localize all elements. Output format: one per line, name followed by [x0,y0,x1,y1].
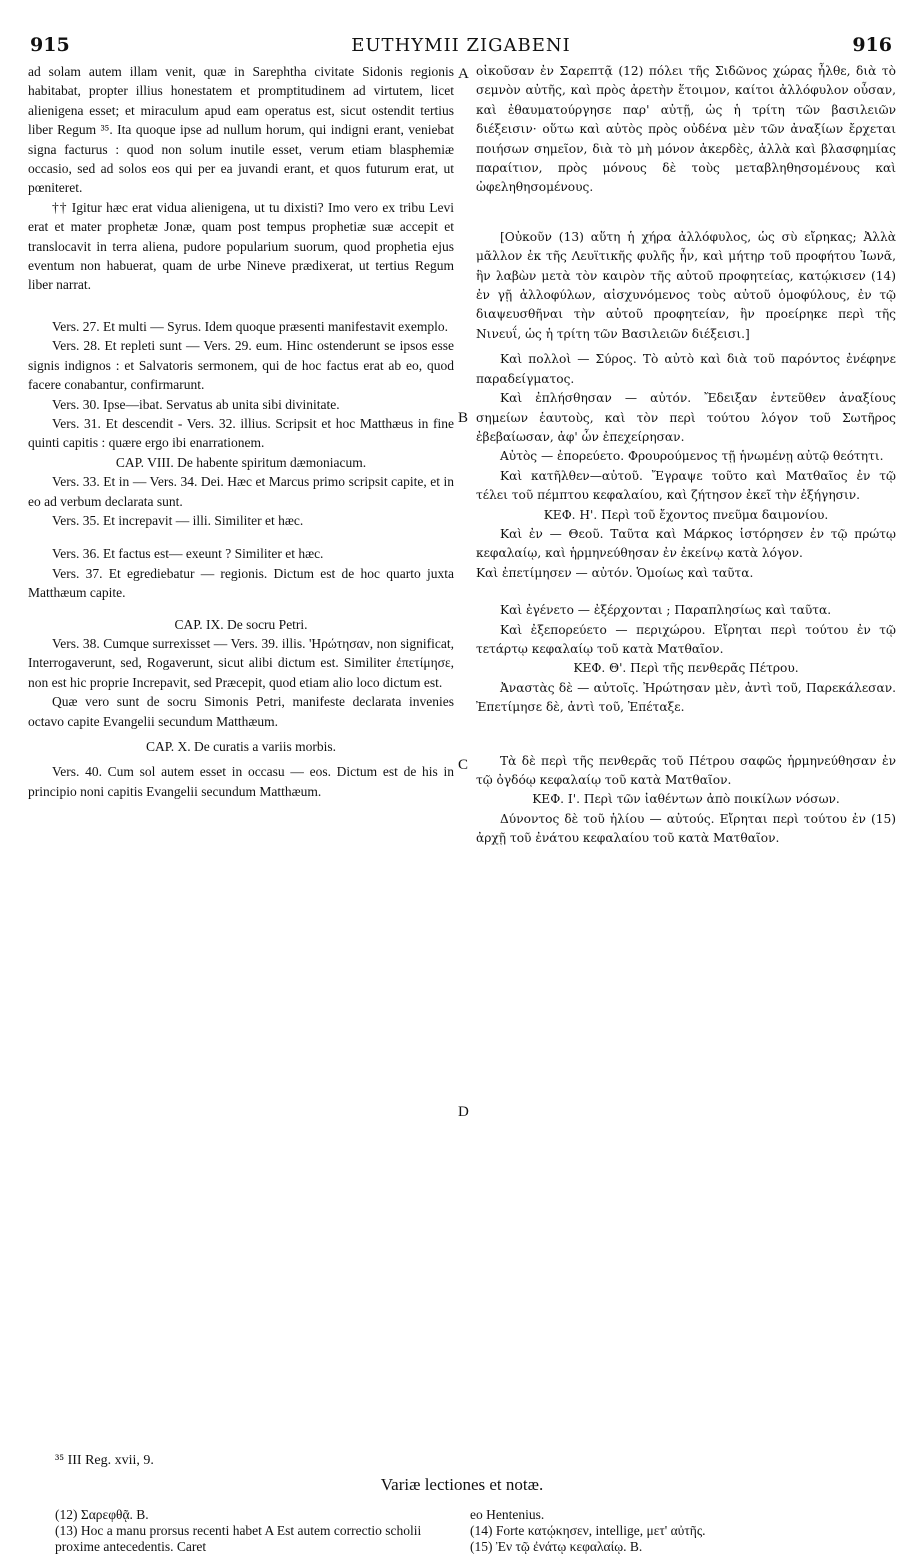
note-entry: eo Hentenius. [470,1507,545,1522]
latin-paragraph: ad solam autem illam venit, quæ in Sarephtha civitate Sidonis regionis habitabat, propter illius honestatem et promptitudinem ad virtutem, licet alienigena esset; et miraculum apud eam operatus est, sicut ostendit tertius liber Regum ³⁵. Ita quoque ipse ad nullum horum, qui indigni erant, veniebat signa facturus : quod non solum inutile esset, verum etiam blasphemiæ occasio, sed ad solos eos qui per ea juvandi erant, et quos futurum erat, ut pœniteret. [28,64,454,196]
latin-paragraph: †† Igitur hæc erat vidua alienigena, ut tu dixisti? Imo vero ex tribu Levi erat et mater prophetæ Jonæ, quam post tempus prophetiæ suæ accepit et translocavit in terra aliena, pudore popularium suorum, quod prophetia ejus eventum non habuerat, quam de urbe Nineve prædixerat, ut tertius Regum liber narrat. [28,199,454,293]
footnote: ³⁵ III Reg. xvii, 9. [55,1453,154,1468]
greek-column [476,62,896,849]
greek-verse: Ἀναστὰς δὲ — αὐτοῖς. Ἠρώτησαν μὲν, ἀντὶ τοῦ, Παρεκάλεσαν. Ἐπετίμησε δὲ, ἀντὶ τοῦ, Ἐπέταξε. [476,680,896,715]
section-marker-a: A [458,66,469,82]
notes-right-column [470,1507,890,1555]
latin-paragraph: Quæ vero sunt de socru Simonis Petri, manifeste declarata invenies octavo capite Evangelii secundum Matthæum. [28,694,454,729]
greek-chapter-heading: ΚΕΦ. Ι'. Περὶ τῶν ἰαθέντων ἀπὸ ποικίλων νόσων. [532,792,840,807]
latin-verse: Vers. 38. Cumque surrexisset — Vers. 39. illis. 'Ηρώτησαν, non significat, Interrogaverunt, sed, Rogaverunt, sicut alibi dictum est. Similiter ἐπετίμησε, non est hic proprie Increpavit, sed Præcepit, quod etiam alio loco dictum est. [28,635,454,690]
latin-column [28,62,454,801]
section-marker-d: D [458,1104,469,1120]
greek-chapter-heading: ΚΕΦ. Η'. Περὶ τοῦ ἔχοντος πνεῦμα δαιμονίου. [543,507,829,522]
latin-verse: Vers. 40. Cum sol autem esset in occasu — eos. Dictum est de his in principio noni capitis Evangelii secundum Matthæum. [28,764,454,799]
greek-paragraph: Τὰ δὲ περὶ τῆς πενθερᾶς τοῦ Πέτρου σαφῶς ἡρμηνεύθησαν ἐν τῷ ὀγδόῳ κεφαλαίῳ τοῦ κατὰ Ματθαῖον. [476,753,896,787]
note-entry: (12) Σαρεφθᾷ. B. [55,1507,149,1522]
greek-verse: Καὶ κατῆλθεν—αὐτοῦ. Ἔγραψε τοῦτο καὶ Ματθαῖος ἐν τῷ τέλει τοῦ πέμπτου κεφαλαίου, καὶ ζήτησον ἐκεῖ τὴν ἐξήγησιν. [476,468,896,503]
latin-verse: Vers. 35. Et increpavit — illi. Similiter et hæc. [52,512,304,528]
latin-verse: Vers. 37. Et egrediebatur — regionis. Dictum est de hoc quarto juxta Matthæum capite. [28,565,454,601]
greek-verse: Καὶ πολλοὶ — Σύρος. Τὸ αὐτὸ καὶ διὰ τοῦ παρόντος ἐνέφηνε παραδείγματος. [476,352,896,386]
note-entry: (13) Hoc a manu prorsus recenti habet A Est autem correctio scholii proxime antecedentis. Caret [55,1523,422,1554]
greek-verse: Καὶ ἐν — Θεοῦ. Ταῦτα καὶ Μάρκος ἱστόρησεν ἐν τῷ πρώτῳ κεφαλαίῳ, καὶ ἡρμηνεύθησαν ἐν ἐκείνῳ κατὰ λόγον. [476,526,896,561]
section-marker-b: B [458,410,469,426]
greek-verse: Καὶ ἐπετίμησεν — αὐτόν. Ὁμοίως καὶ ταῦτα. [476,565,754,580]
right-page-number: 916 [852,34,892,56]
latin-verse: Vers. 33. Et in — Vers. 34. Dei. Hæc et Marcus primo scripsit capite, et in eo ad verbum declarata sunt. [28,474,454,509]
latin-verse: Vers. 28. Et repleti sunt — Vers. 29. eum. Hinc ostenderunt se ipsos esse signis indignos : et Salvatoris sermonem, qui de hoc factus erat ab eo, quod facere conabantur, confirmarunt. [28,338,454,393]
greek-verse: Καὶ ἐπλήσθησαν — αὐτόν. Ἔδειξαν ἐντεῦθεν ἀναξίους σημείων ἑαυτοὺς, καὶ τὸν περὶ τούτου λόγον τοῦ Σωτῆρος ἐβεβαίωσαν, ἀφ' ὧν ἐπεχείρησαν. [476,391,896,444]
note-entry: (15) Ἐν τῷ ἐνάτῳ κεφαλαίῳ. B. [470,1539,643,1554]
left-page-number: 915 [30,34,70,56]
greek-verse: Αὐτὸς — ἐπορεύετο. Φρουρούμενος τῇ ἡνωμένῃ αὐτῷ θεότητι. [500,449,884,464]
latin-verse: Vers. 30. Ipse—ibat. Servatus ab unita sibi divinitate. [52,396,340,412]
greek-verse: Δύνοντος δὲ τοῦ ἡλίου — αὐτούς. Εἴρηται περὶ τούτου ἐν (15) ἀρχῇ τοῦ ἐνάτου κεφαλαίου τοῦ κατὰ Ματθαῖον. [476,811,896,846]
greek-verse: Καὶ ἐγένετο — ἐξέρχονται ; Παραπλησίως καὶ ταῦτα. [500,603,832,618]
greek-paragraph: [Οὐκοῦν (13) αὕτη ἡ χήρα ἀλλόφυλος, ὡς σὺ εἴρηκας; Ἀλλὰ μᾶλλον ἐκ τῆς Λευϊτικῆς φυλῆς ἦν, καὶ μήτηρ τοῦ προφήτου Ἰωνᾶ, ἣν λαβὼν μετὰ τὸν καιρὸν τῆς αὐτοῦ προφητείας, κατῴκισεν (14) ἐν γῇ ἀλλοφύλων, αἰσχυνόμενος τοὺς αὐτοῦ ὁμοφύλους, ἐν τῷ διαψευσθῆναι τὴν αὐτοῦ προφητείαν, ἣν προείρηκε περὶ τῆς Νινευΐ, ὡς ἡ τρίτη τῶν Βασιλειῶν διέξεισι.] [476,229,896,341]
running-title: EUTHYMII ZIGABENI [351,35,571,56]
latin-verse: Vers. 27. Et multi — Syrus. Idem quoque præsenti manifestavit exemplo. [52,318,448,334]
latin-chapter-heading: CAP. VIII. De habente spiritum dæmoniacum. [115,454,367,470]
latin-verse: Vers. 31. Et descendit - Vers. 32. illius. Scripsit et hoc Matthæus in fine quinti capitis : quære ergo ibi enarrationem. [28,415,454,451]
notes-left-column [55,1507,455,1555]
section-marker-c: C [458,757,469,773]
latin-chapter-heading: CAP. X. De curatis a variis morbis. [145,739,337,754]
notes-heading: Variæ lectiones et notæ. [380,1475,544,1494]
latin-verse: Vers. 36. Et factus est— exeunt ? Similiter et hæc. [52,546,324,562]
latin-chapter-heading: CAP. IX. De socru Petri. [174,616,308,632]
running-header [30,34,892,58]
greek-chapter-heading: ΚΕΦ. Θ'. Περὶ τῆς πενθερᾶς Πέτρου. [573,661,799,676]
note-entry: (14) Forte κατῴκησεν, intellige, μετ' αὐτῆς. [470,1523,706,1538]
greek-verse: Καὶ ἐξεπορεύετο — περιχώρου. Εἴρηται περὶ τούτου ἐν τῷ τετάρτῳ κεφαλαίῳ τοῦ κατὰ Ματθαῖον. [476,622,896,656]
greek-paragraph: οἰκοῦσαν ἐν Σαρεπτᾷ (12) πόλει τῆς Σιδῶνος χώρας ἦλθε, διὰ τὸ σεμνὸν αὐτῆς, καὶ πρὸς ἀρετὴν ἕτοιμον, καίτοι ἀλλόφυλον οὖσαν, καὶ ἐθαυματούργησε παρ' αὐτῇ, ὡς ἡ τρίτη τῶν βασιλειῶν διέξεισιν· οὕτω καὶ αὐτὸς πρὸς οὐδένα μὲν τῶν ἀναξίων ἔρχεται ποιήσων σημεῖον, διὰ τὸ μὴ μόνον ἀκερδὲς, ἀλλὰ καὶ βλασφημίας παραίτιον, πρὸς μόνους δὲ τοὺς μεταβληθησομένους καὶ ὠφεληθησομένους. [476,64,896,195]
